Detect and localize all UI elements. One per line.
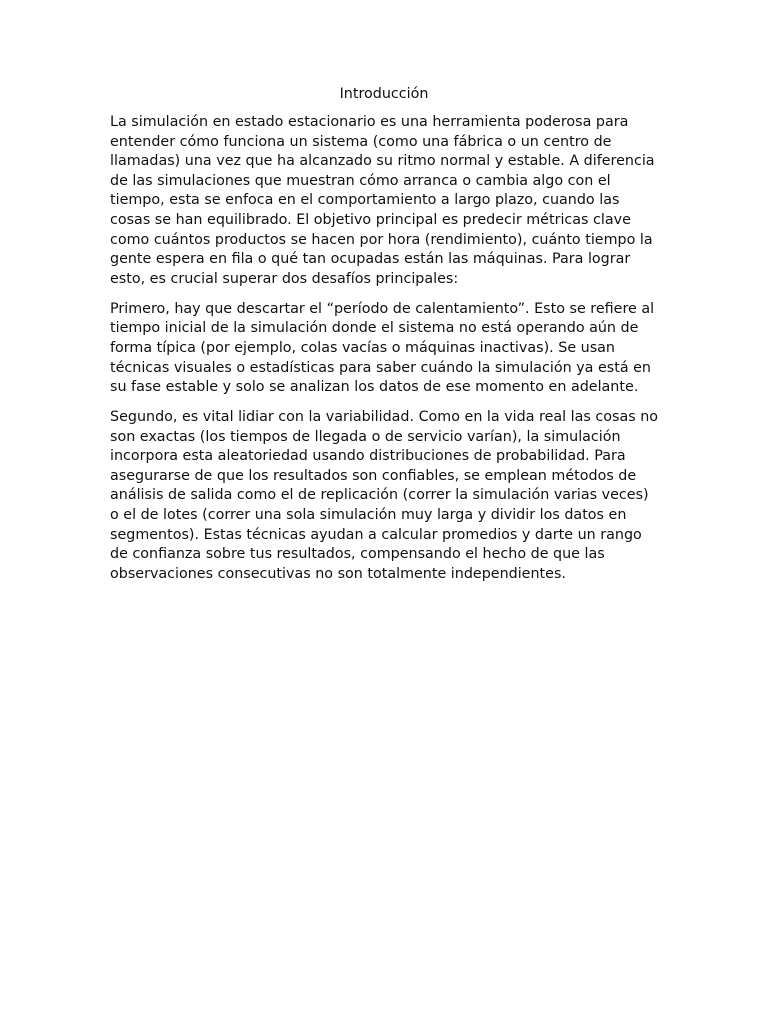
paragraph-warmup: Primero, hay que descartar el “período de calentamiento”. Esto se refiere al tiempo inicial de la simulación donde el sistema no está operando aún de forma típica (por ejemplo, colas vacías o máquinas inactivas). Se usan técnicas visuales o estadísticas para saber cuándo la simulación ya está en su fase estable y solo se analizan los datos de ese momento en adelante. <box>110 300 655 396</box>
document-body <box>110 84 658 595</box>
paragraph-intro: La simulación en estado estacionario es una herramienta poderosa para entender cómo funciona un sistema (como una fábrica o un centro de llamadas) una vez que ha alcanzado su ritmo normal y estable. A diferencia de las simulaciones que muestran cómo arranca o cambia algo con el tiempo, esta se enfoca en el comportamiento a largo plazo, cuando las cosas se han equilibrado. El objetivo principal es predecir métricas clave como cuántos productos se hacen por hora (rendimiento), cuánto tiempo la gente espera en fila o qué tan ocupadas están las máquinas. Para lograr esto, es crucial superar dos desafíos principales: <box>110 114 655 287</box>
document-title: Introducción <box>339 86 429 102</box>
paragraph-variability: Segundo, es vital lidiar con la variabilidad. Como en la vida real las cosas no son exactas (los tiempos de llegada o de servicio varían), la simulación incorpora esta aleatoriedad usando distribuciones de probabilidad. Para asegurarse de que los resultados son confiables, se emplean métodos de análisis de salida como el de replicación (correr la simulación varias veces) o el de lotes (correr una sola simulación muy larga y dividir los datos en segmentos). Estas técnicas ayudan a calcular promedios y darte un rango de confianza sobre tus resultados, compensando el hecho de que las observaciones consecutivas no son totalmente independientes. <box>110 409 659 582</box>
